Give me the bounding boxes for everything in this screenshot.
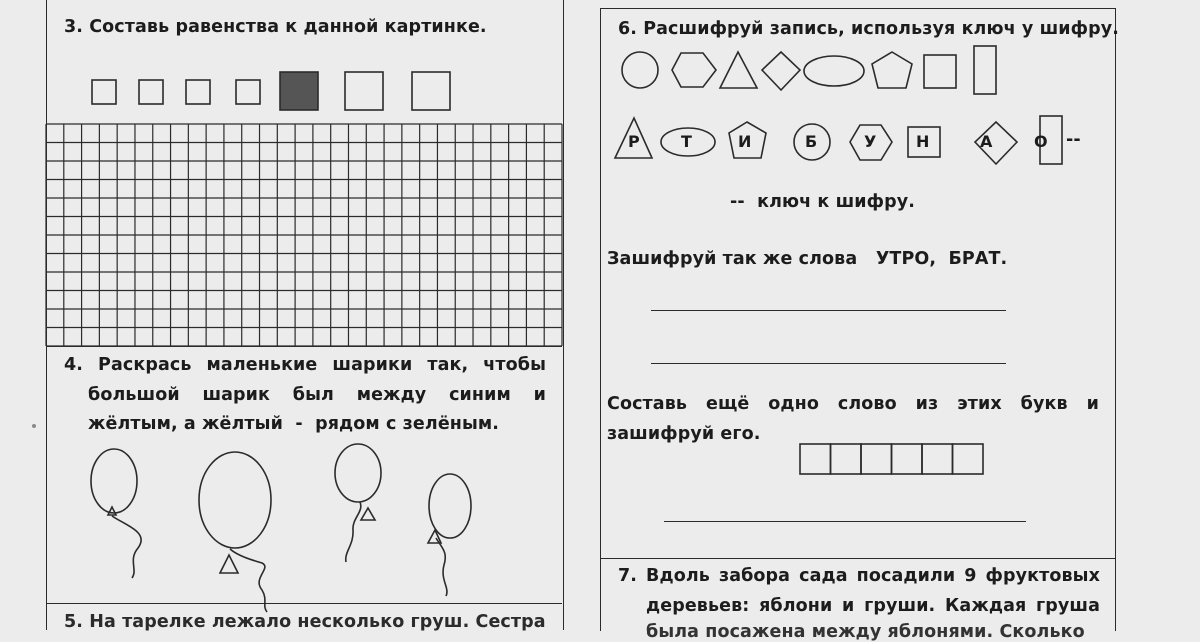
cipher-letter: Р <box>628 132 640 151</box>
divider <box>600 558 1116 559</box>
cipher-letter: Б <box>805 132 818 151</box>
task4-line2: большой шарик был между синим и <box>88 385 546 405</box>
encode-instruction: Зашифруй так же слова УТРО, БРАТ. <box>607 249 1008 269</box>
cipher-letter: О <box>1034 132 1048 151</box>
task7-line3: была посажена между яблонями. Сколько <box>646 622 1085 642</box>
paper-speck <box>32 424 36 428</box>
cipher-letter: Т <box>681 132 693 151</box>
task3-title: 3. Составь равенства к данной картинке. <box>64 17 487 37</box>
cipher-dashes: -- <box>1066 130 1081 150</box>
cipher-letter: У <box>864 132 877 151</box>
task5-text: 5. На тарелке лежало несколько груш. Сестра <box>64 612 546 632</box>
answer-line <box>664 521 1026 522</box>
answer-box <box>953 444 984 474</box>
task6-title: 6. Расшифруй запись, используя ключ у шифру. <box>618 19 1119 39</box>
answer-box <box>800 444 831 474</box>
task4-line1: 4. Раскрась маленькие шарики так, чтобы <box>64 355 546 375</box>
compose-line2: зашифруй его. <box>607 424 761 444</box>
answer-box <box>861 444 892 474</box>
key-caption: -- ключ к шифру. <box>730 192 915 212</box>
cipher-letter: Н <box>916 132 930 151</box>
task7-line2: деревьев: яблони и груши. Каждая груша <box>646 596 1101 616</box>
answer-box <box>831 444 862 474</box>
cipher-letter: И <box>738 132 752 151</box>
answer-box <box>922 444 953 474</box>
task4-line3: жёлтым, а жёлтый - рядом с зелёным. <box>88 414 500 434</box>
compose-line1: Составь ещё одно слово из этих букв и <box>607 394 1099 414</box>
task7-line1: 7. Вдоль забора сада посадили 9 фруктовых <box>618 566 1100 586</box>
answer-box <box>892 444 923 474</box>
cipher-letter: А <box>980 132 993 151</box>
